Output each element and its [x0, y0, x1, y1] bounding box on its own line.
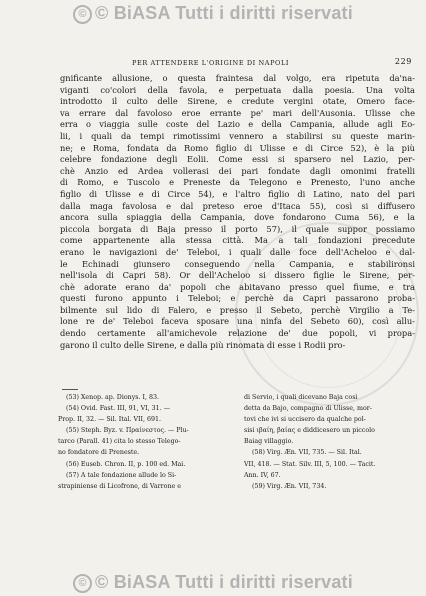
watermark-bottom: [0, 572, 426, 593]
text-line: viganti co'colori della favola, e perpetuata dalla poesia. Una volta: [60, 84, 415, 95]
text-line: chè Anzio ed Ardea vollerasi dei pari fondate dagli omonimi fratelli: [60, 165, 415, 176]
footnote-line: (57) A tale fondazione allude lo Si-: [66, 471, 177, 479]
text-line: le Echinadi giunsero conseguendo nella Campania, e stabilironsi: [60, 258, 415, 269]
footnote-line: di Servio, i quali dicevano Baja così: [244, 394, 358, 401]
text-line: figlio di Ulisse e di Circe 54), e l'altro figlio di Latino, nato del pari: [60, 188, 415, 199]
footnote-line: Baiag villaggio.: [244, 438, 294, 446]
text-line: chè adorate erano da' popoli che abitavano presso quel fiume, e tra: [60, 281, 415, 292]
main-text: [60, 73, 415, 351]
footnote-line: tarco (Parall. 41) cita lo stesso Telego-: [58, 438, 181, 446]
copyright-seal-icon: ©: [73, 5, 92, 24]
text-line: celebre fondazione degli Eolii. Come essi si sparsero nel Lazio, per-: [60, 154, 415, 165]
text-line: erano le navigazioni de' Teleboi, i quali dalle foce dell'Acheloo e dal-: [60, 246, 415, 257]
footnotes-left-column: [58, 392, 234, 492]
text-line: erra o viaggia sulle coste del Lazio e della Campania, allude agli Eo-: [60, 119, 415, 130]
text-line: come appartenente alla stessa città. Ma a tali fondazioni precedute: [60, 235, 415, 246]
footnote-line: no fondatore di Preneste.: [58, 449, 140, 457]
footnote-line: (59) Virg. Æn. VII, 734.: [252, 482, 327, 490]
footnote-line: Prop. II, 32. — Sil. Ital. VII, 691.: [58, 416, 162, 424]
watermark-text: © BiASA Tutti i diritti riservati: [95, 572, 353, 592]
footnote-line: (54) Ovid. Fast. III, 91, VI, 31. —: [66, 405, 170, 413]
text-line: gnificante allusione, o questa fraintesa dal volgo, era ripetuta da'na-: [60, 73, 415, 83]
copyright-seal-icon: ©: [73, 574, 92, 593]
text-line: ancora sulla spiaggia della Campania, dove fondarono Cuma 56), e la: [60, 212, 415, 223]
footnote-line: sisi ιβαίη, βαίας e diddicesero un piccolo: [244, 427, 375, 435]
text-line: piccola borgata di Baja presso il porto 57), il quale suppor possiamo: [60, 223, 415, 234]
footnote-line: (53) Xenop. ap. Dionys. I, 83.: [66, 394, 160, 401]
text-line: ne; e Roma, fondata da Romo figlio di Ulisse e di Circe 52), è la più: [60, 142, 415, 153]
footnote-line: detta da Bajo, compagno di Ulisse, mor-: [244, 405, 372, 413]
text-line: lone re de' Teleboi faceva sposare una ninfa del Sebeto 60), così allu-: [60, 316, 415, 327]
footnote-rule: [62, 389, 78, 390]
footnotes-right-column: [244, 392, 418, 492]
footnote-line: Ann. IV, 67.: [244, 471, 281, 479]
text-line: introdotto il culto delle Sirene, e credute vergini otate, Omero face-: [60, 96, 415, 107]
text-line: va errare dal favoloso eroe errante pe' mari dell'Ausonia. Ulisse che: [60, 107, 415, 118]
watermark-text: © BiASA Tutti i diritti riservati: [95, 3, 353, 23]
text-line: lii, i quali da tempi rimotissimi vennero a stabilirsi su queste marin-: [60, 130, 415, 141]
running-title: PER ATTENDERE L'ORIGINE DI NAPOLI: [132, 59, 290, 67]
watermark-top: [0, 3, 426, 24]
page-number: 229: [394, 57, 412, 66]
text-line: bilmente sul lido di Falero, e presso il Sebeto, perchè Virgilio a Te-: [60, 304, 415, 315]
running-header: [62, 57, 412, 69]
footnote-line: strapiniense di Licofrone, di Varrone e: [58, 482, 181, 490]
text-line: nell'isola di Capri 58). Or dell'Acheloo si dissero figlie le Sirene, per-: [60, 270, 415, 281]
footnote-line: (58) Virg. Æn. VII, 735. — Sil. Ital.: [252, 449, 362, 457]
text-line: di Romo, e Tuscolo e Preneste da Telegono e Prenesto, l'uno anche: [60, 177, 415, 188]
text-line: dendo certamente all'amichevole relazione de' due popoli, vi propa-: [60, 328, 415, 339]
footnote-line: (56) Euseb. Chron. II, p. 100 ed. Mai.: [66, 460, 186, 468]
footnote-line: tovi che ivi si uccisero da qualche pol-: [244, 416, 366, 424]
text-line: garono il culto delle Sirene, e dalla più rinomata di esse i Rodii pro-: [60, 339, 346, 350]
footnote-line: (55) Steph. Byz. v. Πραίνεστος. — Plu-: [66, 427, 189, 435]
text-line: dalla maga favolosa e dal preteso eroe d'Itaca 55), così si diffusero: [60, 200, 415, 211]
text-line: questi furono appunto i Teleboi; e perchè da Capri passarono proba-: [60, 293, 415, 304]
footnote-line: VII, 418. — Stat. Silv. III, 5, 100. — Tacit.: [244, 460, 376, 468]
